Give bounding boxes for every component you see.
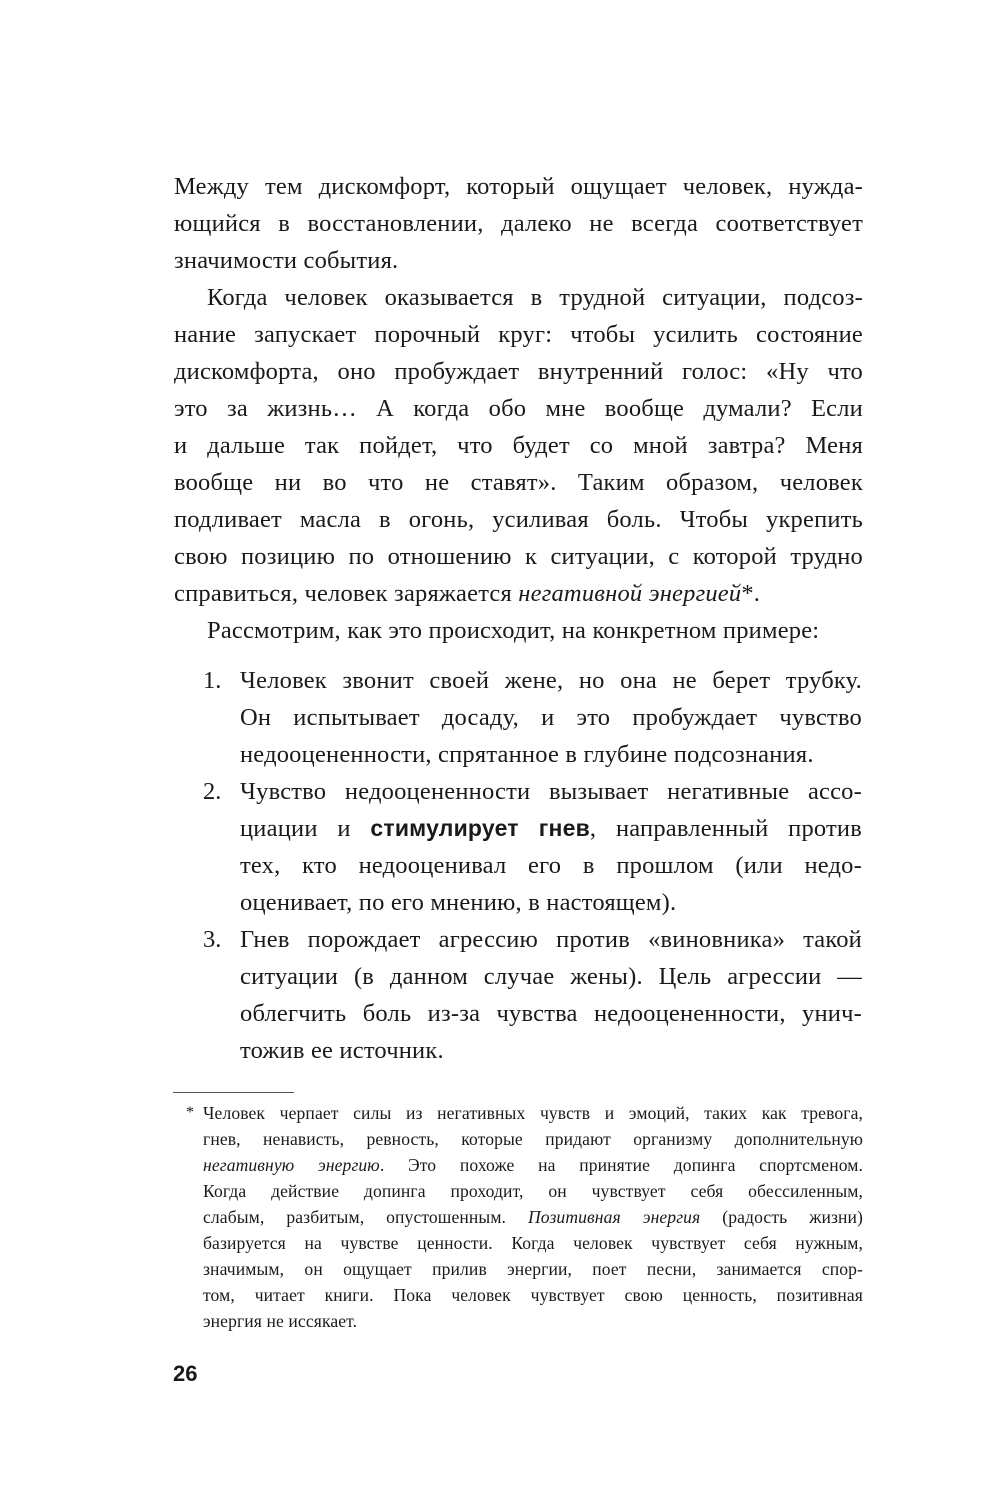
list-item-1-line-3: недооцененности, спрятанное в глубине подсознания.: [240, 741, 814, 768]
footnote-marker: *: [186, 1104, 194, 1121]
list-item-1-line-2: Он испытывает досаду, и это пробуждает чувство: [240, 704, 862, 731]
footnote-line-9: энергия не иссякает.: [203, 1311, 358, 1331]
negative-energy-footnote-term: негативную энергию: [203, 1155, 380, 1175]
list-item-1-number: 1.: [203, 667, 222, 694]
footnote-line-7: значимым, он ощущает прилив энергии, поет песни, занимается спор-: [203, 1259, 863, 1279]
list-item-2-line-1: Чувство недооцененности вызывает негативные ассо-: [240, 778, 862, 805]
paragraph-2-line-2: нание запускает порочный круг: чтобы усилить состояние: [174, 321, 863, 348]
footnote-line-5-prefix: слабым, разбитым, опустошенным.: [203, 1207, 528, 1227]
footnote-line-4: Когда действие допинга проходит, он чувствует себя обессиленным,: [203, 1181, 863, 1201]
list-item-2-number: 2.: [203, 778, 222, 805]
negative-energy-term: негативной энергией: [518, 580, 742, 607]
list-item-3-line-1: Гнев порождает агрессию против «виновника» такой: [240, 926, 862, 953]
paragraph-1-line-1: Между тем дискомфорт, который ощущает человек, нужда-: [174, 173, 863, 200]
footnote-line-2: гнев, ненависть, ревность, которые придают организму дополнительную: [203, 1129, 863, 1149]
footnote-line-6: базируется на чувстве ценности. Когда человек чувствует себя нужным,: [203, 1233, 863, 1253]
paragraph-2-line-5: и дальше так пойдет, что будет со мной завтра? Меня: [174, 432, 863, 459]
paragraph-2-line-4: это за жизнь… А когда обо мне вообще думали? Если: [174, 395, 863, 422]
list-item-2-line-3: тех, кто недооценивал его в прошлом (или недо-: [240, 852, 862, 879]
paragraph-1-line-2: ющийся в восстановлении, далеко не всегда соответствует: [174, 210, 863, 237]
paragraph-2-line-7: подливает масла в огонь, усиливая боль. Чтобы укрепить: [174, 506, 863, 533]
footnote-reference: *.: [741, 580, 761, 607]
paragraph-1-line-3: значимости события.: [174, 247, 399, 274]
paragraph-2-line-1: Когда человек оказывается в трудной ситуации, подсоз-: [207, 284, 863, 311]
list-item-3-line-3: облегчить боль из-за чувства недооцененности, унич-: [240, 1000, 862, 1027]
page-number: 26: [173, 1361, 198, 1386]
list-item-1-line-1: Человек звонит своей жене, но она не берет трубку.: [240, 667, 862, 694]
paragraph-2-line-3: дискомфорта, оно пробуждает внутренний голос: «Ну что: [174, 358, 863, 385]
list-item-3-line-2: ситуации (в данном случае жены). Цель агрессии —: [240, 963, 862, 990]
footnote-line-5-rest: (радость жизни): [700, 1207, 863, 1227]
footnote-line-3-rest: . Это похоже на принятие допинга спортсменом.: [379, 1155, 864, 1175]
stimulates-anger-term: стимулирует гнев: [370, 815, 590, 841]
list-item-2-line-2-suffix: , направленный против: [589, 815, 863, 842]
list-item-2-line-2-prefix: циации и: [240, 815, 371, 842]
footnote-line-1: Человек черпает силы из негативных чувств и эмоций, таких как тревога,: [203, 1103, 863, 1123]
list-item-2-line-4: оценивает, по его мнению, в настоящем).: [240, 889, 677, 916]
list-item-3-number: 3.: [203, 926, 222, 953]
list-item-3-line-4: тожив ее источник.: [240, 1037, 444, 1064]
paragraph-3: Рассмотрим, как это происходит, на конкретном примере:: [207, 617, 820, 644]
paragraph-2-line-8: свою позицию по отношению к ситуации, с которой трудно: [174, 543, 863, 570]
positive-energy-term: Позитивная энергия: [528, 1207, 701, 1227]
paragraph-2-last-prefix: справиться, человек заряжается: [174, 580, 519, 607]
list-item-2-line-2: [240, 817, 862, 842]
footnote-line-8: том, читает книги. Пока человек чувствует свою ценность, позитивная: [203, 1285, 863, 1305]
footnote-separator: [173, 1092, 294, 1093]
footnote-line-3: [203, 1157, 863, 1175]
footnote-line-5: [203, 1209, 863, 1227]
paragraph-2-line-6: вообще ни во что не ставят». Таким образом, человек: [174, 469, 863, 496]
paragraph-2-line-9: [174, 582, 863, 607]
